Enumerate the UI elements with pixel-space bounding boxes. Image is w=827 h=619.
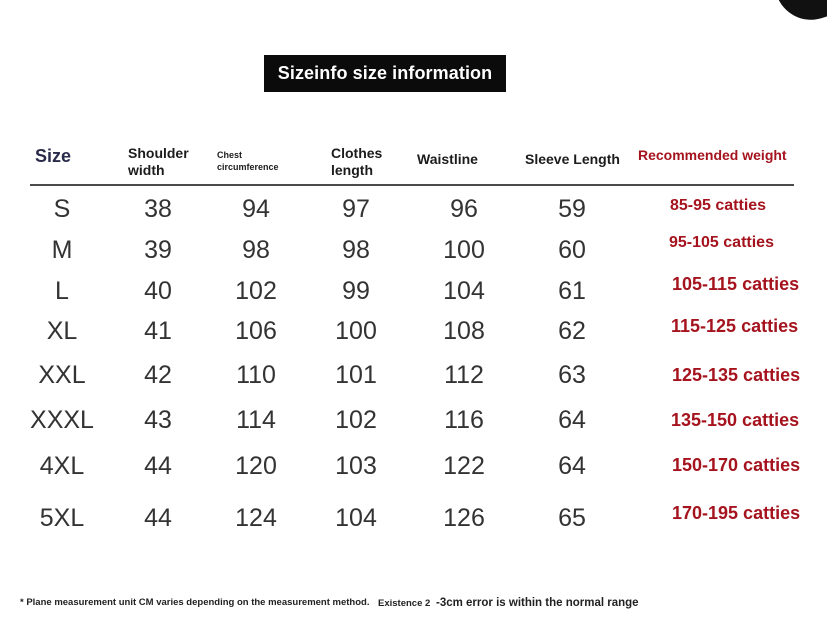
table-row: [0, 271, 827, 311]
cell-size: 4XL: [39, 452, 85, 480]
cell-shoulder: 44: [144, 504, 172, 532]
cell-weight: 170-195 catties: [672, 503, 801, 523]
cell-weight: 105-115 catties: [672, 274, 800, 294]
header-size: Size: [35, 146, 72, 166]
header-shoulder-line2: width: [128, 162, 165, 178]
cell-waist: 116: [444, 406, 484, 434]
footnote-error-range: -3cm error is within the normal range: [436, 597, 639, 609]
header-shoulder-line1: Shoulder: [128, 145, 189, 161]
cell-shoulder: 39: [144, 236, 172, 264]
cell-clothes: 104: [335, 504, 377, 532]
cell-waist: 104: [443, 277, 485, 305]
cell-size: M: [51, 236, 73, 264]
cell-shoulder: 40: [144, 277, 172, 305]
cell-size: XXXL: [30, 406, 94, 434]
cell-shoulder: 43: [144, 406, 172, 434]
cell-sleeve: 64: [558, 452, 586, 480]
page-title: Sizeinfo size information: [264, 55, 506, 92]
cell-size: 5XL: [39, 504, 85, 532]
header-clothes-line1: Clothes: [331, 145, 383, 161]
cell-sleeve: 61: [558, 277, 586, 305]
cell-waist: 122: [443, 452, 485, 480]
cell-chest: 102: [235, 277, 277, 305]
cell-weight: 150-170 catties: [672, 455, 801, 475]
cell-chest: 110: [236, 361, 276, 389]
header-recommended-weight: Recommended weight: [638, 147, 787, 163]
cell-sleeve: 59: [558, 195, 586, 223]
table-row: [0, 400, 827, 440]
cell-size: XL: [46, 317, 78, 345]
cell-waist: 126: [443, 504, 485, 532]
cell-weight: 95-105 catties: [669, 234, 774, 251]
cell-waist: 96: [450, 195, 478, 223]
table-row: [0, 446, 827, 486]
cell-clothes: 99: [342, 277, 370, 305]
cell-clothes: 97: [342, 195, 370, 223]
cell-sleeve: 65: [558, 504, 586, 532]
cell-shoulder: 42: [144, 361, 172, 389]
cell-weight: 115-125 catties: [671, 316, 799, 336]
cell-clothes: 102: [335, 406, 377, 434]
table-row: [0, 498, 827, 538]
table-row: [0, 355, 827, 395]
cell-chest: 120: [235, 452, 277, 480]
cell-sleeve: 62: [558, 317, 586, 345]
cell-chest: 94: [242, 195, 270, 223]
cell-clothes: 100: [335, 317, 377, 345]
cell-shoulder: 41: [144, 317, 172, 345]
cell-size: XXL: [38, 361, 86, 389]
header-waistline: Waistline: [417, 151, 478, 167]
cell-weight: 135-150 catties: [671, 410, 800, 430]
cell-waist: 100: [443, 236, 485, 264]
cell-size: S: [53, 195, 71, 223]
cell-chest: 124: [235, 504, 277, 532]
cell-clothes: 103: [335, 452, 377, 480]
header-chest-line2: circumference: [217, 162, 279, 172]
header-chest-line1: Chest: [217, 150, 243, 160]
header-clothes-line2: length: [331, 162, 373, 178]
cell-chest: 106: [235, 317, 277, 345]
cell-sleeve: 60: [558, 236, 586, 264]
cell-waist: 108: [443, 317, 485, 345]
cell-chest: 114: [236, 406, 276, 434]
cell-shoulder: 38: [144, 195, 172, 223]
cell-size: L: [55, 277, 69, 305]
cell-shoulder: 44: [144, 452, 172, 480]
footnote-measurement: * Plane measurement unit CM varies depending on the measurement method.: [20, 597, 370, 608]
cell-clothes: 98: [342, 236, 370, 264]
cell-weight: 125-135 catties: [672, 365, 801, 385]
cell-sleeve: 64: [558, 406, 586, 434]
table-row: [0, 311, 827, 351]
header-sleeve-length: Sleeve Length: [525, 151, 620, 167]
cell-sleeve: 63: [558, 361, 586, 389]
footnote-existence: Existence 2: [378, 598, 431, 609]
cell-clothes: 101: [335, 361, 377, 389]
cell-chest: 98: [242, 236, 270, 264]
cell-waist: 112: [444, 361, 484, 389]
cell-weight: 85-95 catties: [670, 197, 767, 214]
